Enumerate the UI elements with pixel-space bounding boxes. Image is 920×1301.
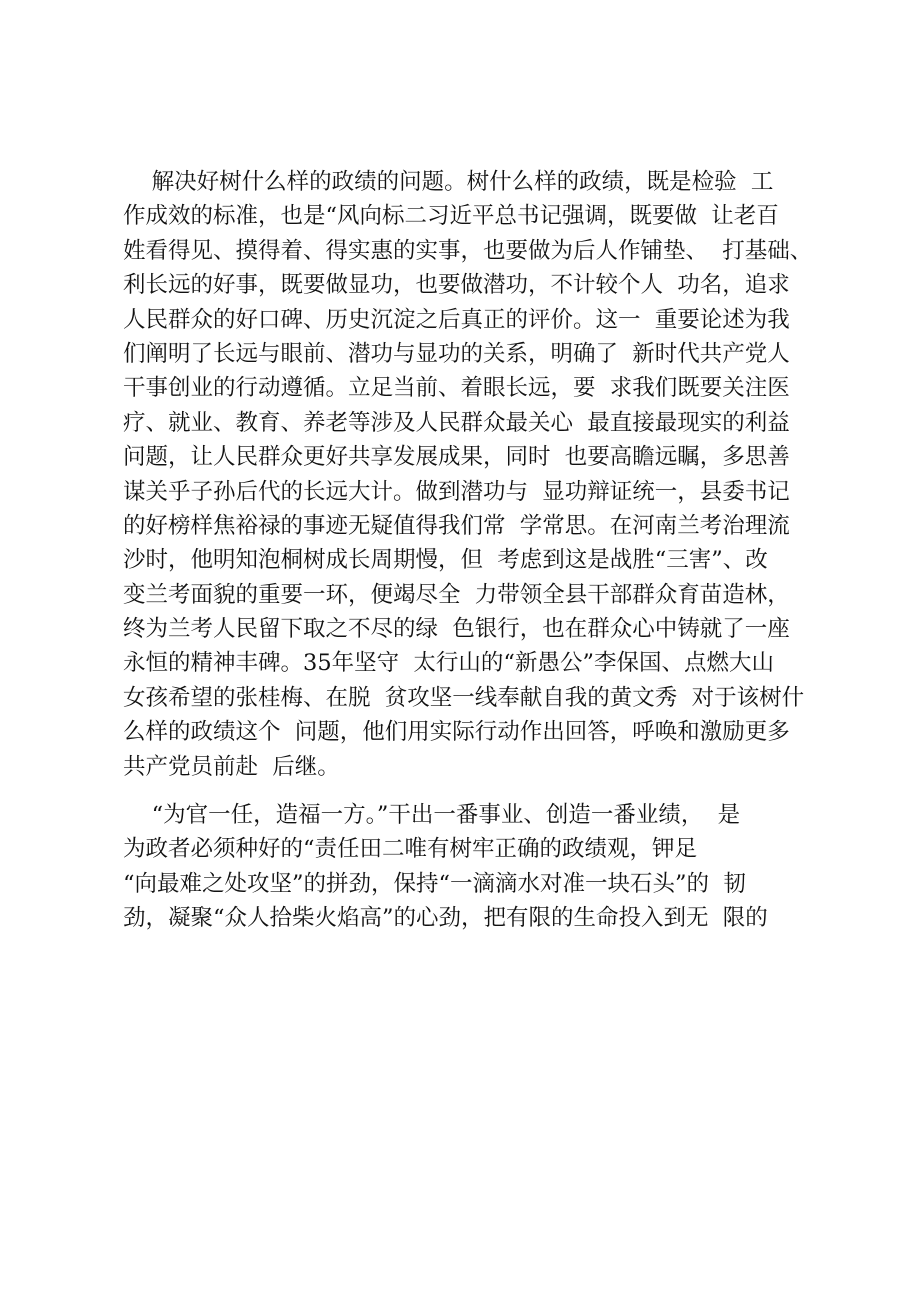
paragraph-line: 解决好树什么样的政绩的问题。树什么样的政绩，既是检验 工: [123, 169, 774, 195]
paragraph-line: “向最难之处攻坚”的拼劲，保持“一滴滴水对准一块石头”的 韧: [123, 870, 746, 897]
document-body: [123, 165, 823, 936]
paragraph-line: 的好榜样焦裕禄的事迹无疑值得我们常 学常思。在河南兰考治理流: [123, 512, 790, 539]
paragraph-line: 沙时，他明知泡桐树成长周期慢，但 考虑到这是战胜“三害”、改: [123, 547, 768, 574]
paragraph-line: 问题，让人民群众更好共享发展成果，同时 也要高瞻远瞩，多思善: [123, 444, 790, 471]
paragraph-line: 终为兰考人民留下取之不尽的绿 色银行，也在群众心中铸就了一座: [123, 616, 790, 643]
paragraph-line: 为政者必须种好的“责任田二唯有树牢正确的政绩观，钾足: [123, 836, 698, 863]
paragraph-line: 么样的政绩这个 问题，他们用实际行动作出回答，呼唤和激励更多: [123, 719, 790, 746]
paragraph-line: 变兰考面貌的重要一环，便竭尽全 力带领全县干部群众育苗造林，: [123, 581, 790, 608]
paragraph-1: [123, 165, 823, 784]
paragraph-line: 们阐明了长远与眼前、潜功与显功的关系，明确了 新时代共产党人: [123, 340, 790, 367]
paragraph-line: 永恒的精神丰碑。35年坚守 太行山的“新愚公”李保国、点燃大山: [123, 650, 774, 677]
paragraph-line: 共产党员前赴 后继。: [123, 753, 340, 780]
paragraph-line: 疗、就业、教育、养老等涉及人民群众最关心 最直接最现实的利益: [123, 409, 790, 436]
paragraph-line: 女孩希望的张桂梅、在脱 贫攻坚一线奉献自我的黄文秀 对于该树什: [123, 684, 805, 711]
paragraph-line: 作成效的标准，也是“风向标二习近平总书记强调，既要做 让老百: [123, 203, 779, 230]
paragraph-line: 干事创业的行动遵循。立足当前、着眼长远，要 求我们既要关注医: [123, 375, 790, 402]
paragraph-line: 姓看得见、摸得着、得实惠的实事，也要做为后人作铺垫、 打基础、: [123, 237, 813, 264]
paragraph-2: [123, 798, 823, 936]
paragraph-line: 劲，凝聚“众人拾柴火焰高”的心劲，把有限的生命投入到无 限的: [123, 905, 768, 932]
paragraph-spacer: [123, 784, 823, 798]
paragraph-line: “为官一任，造福一方。”干出一番事业、创造一番业绩， 是: [123, 802, 741, 829]
paragraph-line: 谋关乎子孙后代的长远大计。做到潜功与 显功辩证统一，县委书记: [123, 478, 790, 505]
paragraph-line: 人民群众的好口碑、历史沉淀之后真正的评价。这一 重要论述为我: [123, 306, 790, 333]
paragraph-line: 利长远的好事，既要做显功，也要做潜功，不计较个人 功名，追求: [123, 272, 790, 299]
